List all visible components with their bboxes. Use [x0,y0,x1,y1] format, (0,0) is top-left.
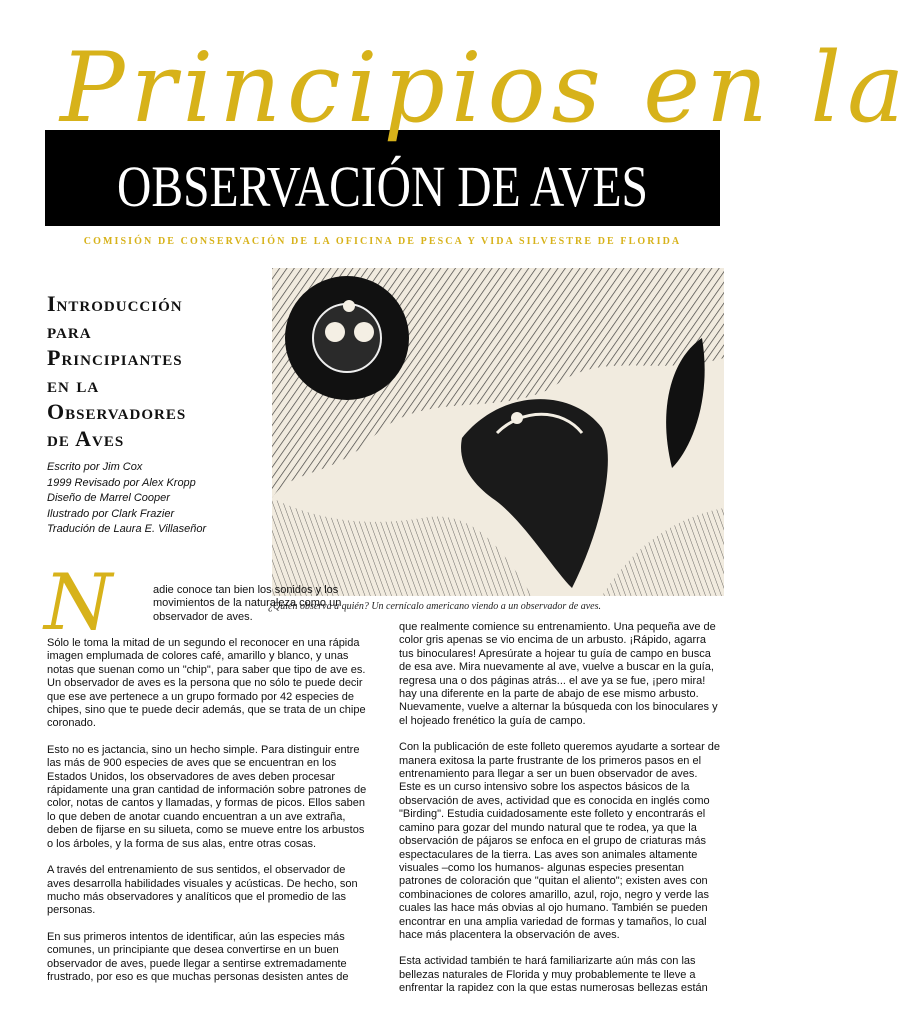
intro-heading-line: para [47,318,92,343]
drop-cap: N [44,558,113,648]
paragraph: A través del entrenamiento de sus sentidos, el observador de aves desarrolla habilidades visuales y acústicas. De hecho, son mucho más observadores y analíticos que el promedio de las personas. [47,864,358,917]
intro-heading [47,290,267,452]
credits [47,460,267,538]
column-right [399,621,721,1009]
figure-caption: ¿Quién observa a quién? Un cernícalo americano viendo a un observador de aves. [268,601,601,612]
credit-line: Ilustrado por Clark Frazier [47,507,175,520]
credit-line: Diseño de Marrel Cooper [47,492,170,504]
credit-line: 1999 Revisado por Alex Kropp [47,476,196,489]
agency-line: COMISIÓN DE CONSERVACIÓN DE LA OFICINA DE PESCA Y VIDA SILVESTRE DE FLORIDA [83,236,682,247]
paragraph: Esto no es jactancia, sino un hecho simple. Para distinguir entre las más de 900 especies de aves que se encuentran en los Estados Unidos, los observadores de aves deben procesar rápidamente una gran cantidad de información sobre patrones de color, notas de cantos y llamadas, y formas de picos. Ellos saben lo que deben de anotar cuando encuentran a un ave extraña, deben de fijarse en su silueta, como se mueve entre los arbustos o los árboles, y la forma de sus alas, entre otras cosas. [47,743,367,850]
intro-heading-line: Introducción [47,291,183,316]
intro-heading-line: Principiantes [47,345,183,370]
paragraph: Con la publicación de este folleto queremos ayudarte a sortear de manera exitosa la parte frustrante de los primeros pasos en el entrenamiento para llegar a ser un buen observador de aves. Este es un curso intensivo sobre los aspectos básicos de la observación de aves, actividad que es conocida en inglés como "Birding". Estudia cuidadosamente este folleto y encontrarás el camino para gozar del mundo natural que te rodea, ya que la observación de pájaros se enfoca en el grupo de criaturas más espectaculares de la tierra. Las aves son animales altamente visuales –como los humanos- algunas especies presentan patrones de coloración que "quitan el aliento"; existen aves con combinaciones de colores amarillo, azul, rojo, negro y verde las cuales las hace más obvias al ojo humano. También se pueden encontrar en una amplia variedad de formas y tamaños, lo cual hace más placentera la observación de aves. [399,741,721,941]
intro-heading-line: Observadores [47,399,187,424]
script-title: Principios en la [60,32,910,144]
credit-line: Escrito por Jim Cox [47,461,143,473]
credit-line: Tradución de Laura E. Villaseñor [47,523,207,535]
intro-heading-line: en la [47,372,100,397]
paragraph: En sus primeros intentos de identificar, aún las especies más comunes, un principiante que desea convertirse en un buen observador de aves, puede llegar a sentirse extremadamente frustrado, por eso es que muchas personas desisten antes de [47,930,349,983]
main-title: OBSERVACIÓN DE AVES [117,154,648,219]
paragraph: que realmente comience su entrenamiento. Una pequeña ave de color gris apenas se vio encima de un arbusto. ¡Rápido, agarra tus binoculares! Apresúrate a hojear tu guía de campo en busca de esa ave. Mira nuevamente al ave, vuelve a buscar en la guía, regresa una o dos páginas atrás... el ave ya se fue, ¡pero mira! hay una diferente en la parte de abajo de ese mismo arbusto. Nuevamente, vuelve a alternar la búsqueda con los binoculares y el hojeado frenético la guía de campo. [399,621,718,727]
column-left [47,637,369,997]
kestrel-illustration [272,268,724,596]
kestrel-drawing [272,268,724,596]
paragraph: Sólo le toma la mitad de un segundo el reconocer en una rápida imagen emplumada de colores café, amarillo y blanco, y unas notas que suenan como un "chip", para saber que tipo de ave es. Un observador de aves es la persona que no sólo te puede decir que ese ave pertenece a un grupo formado por 42 especies de chipes, sino que te puede decir además, que se trata de un chipe coronado. [47,637,366,730]
first-paragraph-lead: adie conoce tan bien los sonidos y los movimientos de la naturaleza como un observador de aves. [153,584,342,623]
paragraph: Esta actividad también te hará familiarizarte aún más con las bellezas naturales de Florida y muy probablemente te lleve a enfrentar la rapidez con la que estas numerosas bellezas están [399,955,708,995]
intro-heading-line: de Aves [47,426,125,451]
